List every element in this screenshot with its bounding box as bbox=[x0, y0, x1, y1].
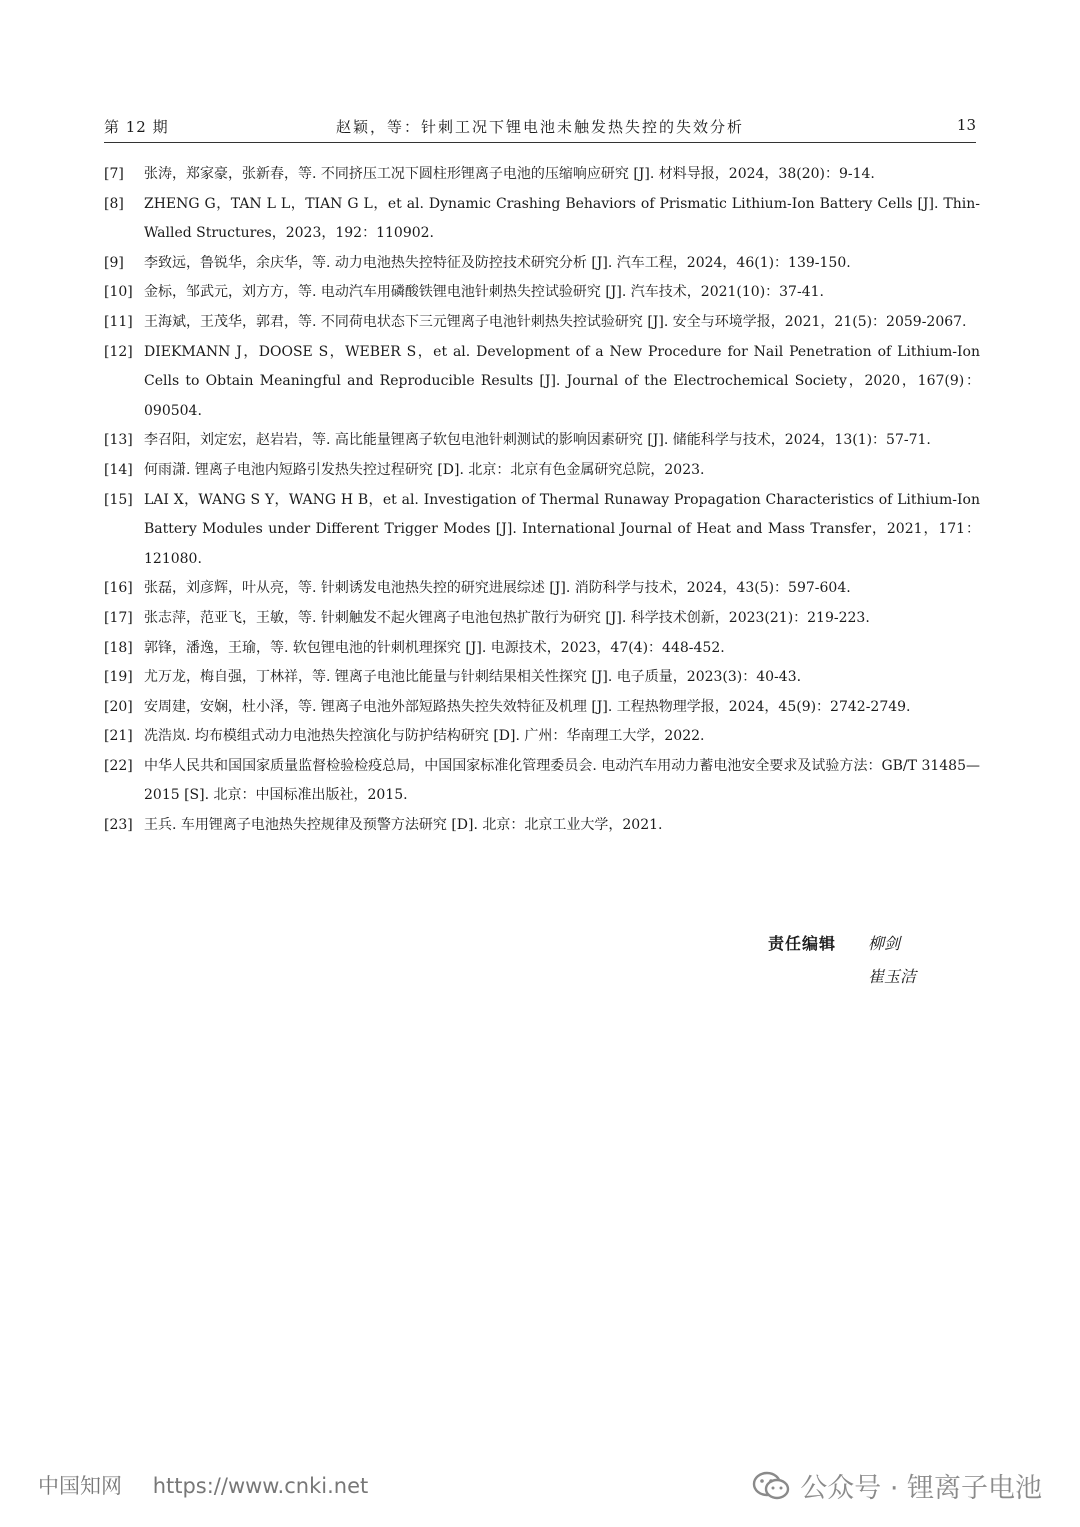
reference-number: [23] bbox=[104, 817, 133, 834]
reference-text: 金标，邹武元，刘方方，等. 电动汽车用磷酸铁锂电池针刺热失控试验研究 [J]. 汽车技术，2021(10)：37-41. bbox=[144, 284, 824, 301]
reference-text: 何雨潇. 锂离子电池内短路引发热失控过程研究 [D]. 北京：北京有色金属研究总院，2023. bbox=[144, 461, 705, 478]
reference-number: [17] bbox=[104, 609, 133, 626]
reference-entry bbox=[104, 752, 980, 811]
cnki-watermark bbox=[38, 1470, 368, 1500]
reference-entry bbox=[104, 486, 980, 575]
reference-entry bbox=[104, 634, 980, 664]
reference-number: [7] bbox=[104, 166, 124, 182]
reference-entry bbox=[104, 426, 980, 456]
reference-entry bbox=[104, 574, 980, 604]
issue-number: 第 12 期 bbox=[104, 118, 169, 136]
reference-entry bbox=[104, 722, 980, 752]
reference-entry bbox=[104, 190, 980, 249]
reference-text: 冼浩岚. 均布模组式动力电池热失控演化与防护结构研究 [D]. 广州：华南理工大学，2022. bbox=[144, 728, 705, 745]
reference-entry bbox=[104, 308, 980, 338]
reference-text: 安周建，安娴，杜小泽，等. 锂离子电池外部短路热失控失效特征及机理 [J]. 工程热物理学报，2024，45(9)：2742-2749. bbox=[144, 698, 911, 715]
editor-name-2: 崔玉洁 bbox=[868, 967, 917, 986]
running-title: 赵颖，等：针刺工况下锂电池未触发热失控的失效分析 bbox=[335, 118, 744, 136]
editor-label: 责任编辑 bbox=[768, 934, 837, 953]
reference-number: [18] bbox=[104, 639, 133, 656]
reference-text: DIEKMANN J，DOOSE S，WEBER S，et al. Development of a New Procedure for Nail Penetration of Lithium-Ion Cells to Obtain Meaningful and Reproducible Results [J]. Journal of the Electrochemical Society，2020，167(9)：090504. bbox=[144, 343, 980, 419]
reference-text: 张涛，郑家豪，张新春，等. 不同挤压工况下圆柱形锂离子电池的压缩响应研究 [J]. 材料导报，2024，38(20)：9-14. bbox=[144, 166, 875, 182]
cnki-url: https://www.cnki.net bbox=[152, 1474, 369, 1498]
reference-number: [16] bbox=[104, 580, 133, 597]
reference-number: [8] bbox=[104, 195, 124, 212]
reference-list bbox=[104, 160, 980, 841]
wechat-icon bbox=[752, 1471, 790, 1501]
reference-text: LAI X，WANG S Y，WANG H B，et al. Investigation of Thermal Runaway Propagation Characteristics of Lithium-Ion Battery Modules under Different Trigger Modes [J]. International Journal of Heat and Mass Transfer，2021，171：121080. bbox=[144, 491, 980, 567]
reference-text: 李致远，鲁锐华，余庆华，等. 动力电池热失控特征及防控技术研究分析 [J]. 汽车工程，2024，46(1)：139-150. bbox=[144, 254, 851, 271]
editor-name-1: 柳剑 bbox=[868, 934, 901, 953]
reference-number: [19] bbox=[104, 669, 133, 686]
reference-number: [21] bbox=[104, 728, 133, 745]
reference-entry bbox=[104, 693, 980, 723]
responsible-editor bbox=[768, 931, 917, 986]
reference-number: [15] bbox=[104, 491, 133, 508]
reference-number: [9] bbox=[104, 254, 124, 271]
reference-text: 李召阳，刘定宏，赵岩岩，等. 高比能量锂离子软包电池针刺测试的影响因素研究 [J]. 储能科学与技术，2024，13(1)：57-71. bbox=[144, 432, 931, 449]
reference-text: 尤万龙，梅自强，丁林祥，等. 锂离子电池比能量与针刺结果相关性探究 [J]. 电子质量，2023(3)：40-43. bbox=[144, 669, 802, 686]
running-header bbox=[104, 112, 976, 143]
reference-number: [20] bbox=[104, 698, 133, 715]
reference-entry bbox=[104, 663, 980, 693]
page-number: 13 bbox=[956, 116, 976, 134]
reference-entry bbox=[104, 456, 980, 486]
reference-text: 张磊，刘彦辉，叶从亮，等. 针刺诱发电池热失控的研究进展综述 [J]. 消防科学与技术，2024，43(5)：597-604. bbox=[144, 580, 851, 597]
reference-entry bbox=[104, 160, 980, 190]
reference-number: [12] bbox=[104, 343, 133, 360]
reference-entry bbox=[104, 811, 980, 841]
reference-text: 张志萍，范亚飞，王敏，等. 针刺触发不起火锂离子电池包热扩散行为研究 [J]. 科学技术创新，2023(21)：219-223. bbox=[144, 609, 870, 626]
reference-number: [10] bbox=[104, 284, 133, 301]
reference-text: 郭锋，潘逸，王瑜，等. 软包锂电池的针刺机理探究 [J]. 电源技术，2023，47(4)：448-452. bbox=[144, 639, 725, 656]
wechat-watermark bbox=[752, 1466, 1042, 1505]
reference-number: [11] bbox=[104, 313, 133, 330]
reference-text: ZHENG G，TAN L L，TIAN G L，et al. Dynamic Crashing Behaviors of Prismatic Lithium-Ion Battery Cells [J]. Thin-Walled Structures，2023，192：110902. bbox=[144, 195, 980, 242]
reference-entry bbox=[104, 249, 980, 279]
reference-number: [13] bbox=[104, 432, 133, 449]
reference-text: 王海斌，王茂华，郭君，等. 不同荷电状态下三元锂离子电池针刺热失控试验研究 [J]. 安全与环境学报，2021，21(5)：2059-2067. bbox=[144, 313, 967, 330]
reference-text: 王兵. 车用锂离子电池热失控规律及预警方法研究 [D]. 北京：北京工业大学，2021. bbox=[144, 817, 663, 834]
reference-entry bbox=[104, 604, 980, 634]
wechat-account-name: 公众号 · 锂离子电池 bbox=[800, 1473, 1042, 1504]
reference-entry bbox=[104, 278, 980, 308]
reference-number: [22] bbox=[104, 757, 133, 774]
reference-number: [14] bbox=[104, 461, 133, 478]
reference-text: 中华人民共和国国家质量监督检验检疫总局，中国国家标准化管理委员会. 电动汽车用动力蓄电池安全要求及试验方法：GB/T 31485—2015 [S]. 北京：中国标准出版社，2015. bbox=[144, 757, 980, 804]
cnki-brand: 中国知网 bbox=[38, 1474, 122, 1498]
reference-entry bbox=[104, 338, 980, 427]
